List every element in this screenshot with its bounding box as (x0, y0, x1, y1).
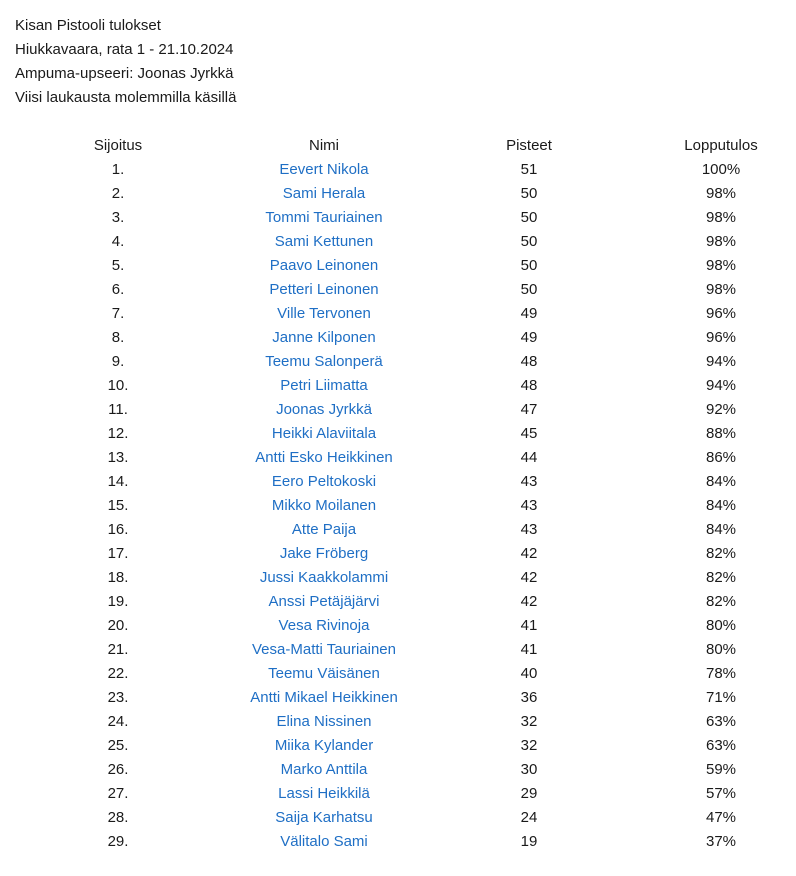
table-row (0, 206, 796, 230)
result-percent-cell: 57% (705, 785, 737, 802)
rank-cell: 15. (107, 497, 129, 514)
rank-cell: 12. (107, 425, 129, 442)
name-cell (236, 302, 412, 326)
rank-cell: 28. (107, 809, 129, 826)
result-percent-cell: 86% (705, 449, 737, 466)
competitor-name-link[interactable]: Mikko Moilanen (271, 497, 377, 514)
rank-cell: 29. (107, 833, 129, 850)
result-percent-cell: 37% (705, 833, 737, 850)
result-percent-cell: 82% (705, 593, 737, 610)
score-cell: 50 (520, 233, 538, 250)
result-percent-cell: 96% (705, 305, 737, 322)
table-row (0, 686, 796, 710)
score-cell: 50 (520, 209, 538, 226)
competitor-name-link[interactable]: Sami Herala (282, 185, 366, 202)
competitor-name-link[interactable]: Atte Paija (291, 521, 357, 538)
name-cell (236, 446, 412, 470)
result-percent-cell: 98% (705, 185, 737, 202)
table-row (0, 302, 796, 326)
name-cell (236, 806, 412, 830)
name-cell (236, 350, 412, 374)
table-row (0, 518, 796, 542)
score-cell: 42 (520, 569, 538, 586)
competitor-name-link[interactable]: Vesa-Matti Tauriainen (252, 641, 396, 658)
competitor-name-link[interactable]: Teemu Salonperä (265, 353, 383, 370)
name-cell (236, 734, 412, 758)
result-percent-cell: 71% (705, 689, 737, 706)
score-cell: 32 (520, 737, 538, 754)
competitor-name-link[interactable]: Marko Anttila (280, 761, 368, 778)
location-date: Hiukkavaara, rata 1 - 21.10.2024 (15, 41, 234, 58)
event-description: Viisi laukausta molemmilla käsillä (15, 89, 237, 106)
table-row (0, 734, 796, 758)
score-cell: 41 (520, 641, 538, 658)
score-cell: 50 (520, 185, 538, 202)
result-percent-cell: 88% (705, 425, 737, 442)
result-percent-cell: 47% (705, 809, 737, 826)
competitor-name-link[interactable]: Paavo Leinonen (269, 257, 379, 274)
rank-cell: 1. (111, 161, 125, 178)
table-row (0, 374, 796, 398)
table-header-row (0, 134, 796, 158)
table-row (0, 806, 796, 830)
table-row (0, 254, 796, 278)
table-row (0, 446, 796, 470)
rank-cell: 21. (107, 641, 129, 658)
score-cell: 50 (520, 281, 538, 298)
rank-cell: 22. (107, 665, 129, 682)
name-cell (236, 254, 412, 278)
score-cell: 45 (520, 425, 538, 442)
competitor-name-link[interactable]: Sami Kettunen (274, 233, 374, 250)
table-row (0, 590, 796, 614)
rank-cell: 11. (108, 401, 128, 418)
name-cell (236, 470, 412, 494)
range-officer: Ampuma-upseeri: Joonas Jyrkkä (15, 65, 234, 82)
score-cell: 30 (520, 761, 538, 778)
table-row (0, 494, 796, 518)
name-cell (236, 278, 412, 302)
competitor-name-link[interactable]: Janne Kilponen (272, 329, 376, 346)
score-cell: 48 (520, 377, 538, 394)
competitor-name-link[interactable]: Saija Karhatsu (275, 809, 373, 826)
rank-cell: 17. (107, 545, 129, 562)
name-cell (236, 422, 412, 446)
table-row (0, 230, 796, 254)
name-cell (236, 710, 412, 734)
score-cell: 43 (520, 521, 538, 538)
result-percent-cell: 80% (705, 641, 737, 658)
score-cell: 51 (520, 161, 538, 178)
competitor-name-link[interactable]: Eero Peltokoski (271, 473, 377, 490)
result-percent-cell: 98% (705, 209, 737, 226)
rank-cell: 6. (111, 281, 125, 298)
score-cell: 49 (520, 305, 538, 322)
score-cell: 19 (520, 833, 538, 850)
rank-cell: 27. (107, 785, 129, 802)
result-percent-cell: 59% (705, 761, 737, 778)
competitor-name-link[interactable]: Joonas Jyrkkä (276, 401, 372, 418)
name-cell (236, 206, 412, 230)
table-row (0, 350, 796, 374)
score-cell: 48 (520, 353, 538, 370)
table-row (0, 398, 796, 422)
table-row (0, 542, 796, 566)
result-percent-cell: 63% (705, 737, 737, 754)
result-percent-cell: 98% (705, 281, 737, 298)
table-row (0, 638, 796, 662)
rank-cell: 2. (111, 185, 125, 202)
table-row (0, 278, 796, 302)
competitor-name-link[interactable]: Lassi Heikkilä (278, 785, 370, 802)
rank-cell: 25. (107, 737, 129, 754)
result-percent-cell: 80% (705, 617, 737, 634)
table-row (0, 470, 796, 494)
score-cell: 24 (520, 809, 538, 826)
table-row (0, 782, 796, 806)
rank-cell: 20. (107, 617, 129, 634)
table-row (0, 326, 796, 350)
score-cell: 49 (520, 329, 538, 346)
score-cell: 50 (520, 257, 538, 274)
rank-cell: 8. (111, 329, 125, 346)
name-cell (236, 614, 412, 638)
competitor-name-link[interactable]: Eevert Nikola (279, 161, 369, 178)
competitor-name-link[interactable]: Tommi Tauriainen (265, 209, 383, 226)
score-cell: 43 (520, 473, 538, 490)
result-percent-cell: 96% (705, 329, 737, 346)
table-row (0, 662, 796, 686)
table-row (0, 614, 796, 638)
competitor-name-link[interactable]: Jussi Kaakkolammi (259, 569, 389, 586)
competitor-name-link[interactable]: Ville Tervonen (277, 305, 371, 322)
rank-cell: 16. (107, 521, 129, 538)
competitor-name-link[interactable]: Miika Kylander (274, 737, 374, 754)
score-cell: 43 (520, 497, 538, 514)
results-header (15, 14, 236, 110)
score-cell: 32 (520, 713, 538, 730)
table-row (0, 710, 796, 734)
rank-cell: 5. (111, 257, 125, 274)
rank-cell: 24. (107, 713, 129, 730)
table-row (0, 158, 796, 182)
competitor-name-link[interactable]: Anssi Petäjäjärvi (268, 593, 380, 610)
rank-cell: 18. (107, 569, 129, 586)
score-cell: 40 (520, 665, 538, 682)
score-cell: 42 (520, 545, 538, 562)
rank-cell: 3. (111, 209, 125, 226)
rank-cell: 10. (107, 377, 129, 394)
result-percent-cell: 100% (701, 161, 741, 178)
page-title: Kisan Pistooli tulokset (15, 17, 161, 34)
column-header-rank: Sijoitus (93, 137, 143, 154)
name-cell (236, 782, 412, 806)
column-header-name: Nimi (309, 137, 339, 154)
rank-cell: 4. (111, 233, 125, 250)
results-table (0, 134, 796, 854)
name-cell (236, 158, 412, 182)
name-cell (236, 542, 412, 566)
score-cell: 36 (520, 689, 538, 706)
result-percent-cell: 98% (705, 257, 737, 274)
result-percent-cell: 94% (705, 377, 737, 394)
competitor-name-link[interactable]: Petri Liimatta (280, 377, 368, 394)
result-percent-cell: 84% (705, 497, 737, 514)
competitor-name-link[interactable]: Petteri Leinonen (269, 281, 379, 298)
table-row (0, 422, 796, 446)
name-cell (236, 638, 412, 662)
result-percent-cell: 98% (705, 233, 737, 250)
name-cell (236, 494, 412, 518)
name-cell (236, 590, 412, 614)
score-cell: 29 (520, 785, 538, 802)
name-cell (236, 398, 412, 422)
name-cell (236, 662, 412, 686)
competitor-name-link[interactable]: Välitalo Sami (280, 833, 368, 850)
name-cell (236, 566, 412, 590)
name-cell (236, 686, 412, 710)
name-cell (236, 518, 412, 542)
result-percent-cell: 82% (705, 545, 737, 562)
competitor-name-link[interactable]: Teemu Väisänen (268, 665, 380, 682)
name-cell (236, 182, 412, 206)
rank-cell: 26. (107, 761, 129, 778)
name-cell (236, 758, 412, 782)
result-percent-cell: 84% (705, 521, 737, 538)
name-cell (236, 326, 412, 350)
rank-cell: 23. (107, 689, 129, 706)
table-row (0, 566, 796, 590)
name-cell (236, 374, 412, 398)
column-header-result: Lopputulos (684, 137, 758, 154)
result-percent-cell: 63% (705, 713, 737, 730)
result-percent-cell: 78% (705, 665, 737, 682)
rank-cell: 9. (111, 353, 125, 370)
result-percent-cell: 92% (705, 401, 737, 418)
result-percent-cell: 84% (705, 473, 737, 490)
score-cell: 42 (520, 593, 538, 610)
score-cell: 41 (520, 617, 538, 634)
table-row (0, 182, 796, 206)
competitor-name-link[interactable]: Antti Mikael Heikkinen (250, 689, 398, 706)
rank-cell: 7. (111, 305, 125, 322)
table-row (0, 758, 796, 782)
competitor-name-link[interactable]: Jake Fröberg (279, 545, 369, 562)
result-percent-cell: 94% (705, 353, 737, 370)
competitor-name-link[interactable]: Vesa Rivinoja (278, 617, 370, 634)
rank-cell: 14. (107, 473, 129, 490)
name-cell (236, 830, 412, 854)
rank-cell: 19. (107, 593, 129, 610)
rank-cell: 13. (107, 449, 129, 466)
column-header-score: Pisteet (506, 137, 552, 154)
score-cell: 44 (520, 449, 538, 466)
competitor-name-link[interactable]: Elina Nissinen (276, 713, 372, 730)
competitor-name-link[interactable]: Heikki Alaviitala (271, 425, 377, 442)
name-cell (236, 230, 412, 254)
table-row (0, 830, 796, 854)
competitor-name-link[interactable]: Antti Esko Heikkinen (255, 449, 393, 466)
score-cell: 47 (520, 401, 538, 418)
result-percent-cell: 82% (705, 569, 737, 586)
